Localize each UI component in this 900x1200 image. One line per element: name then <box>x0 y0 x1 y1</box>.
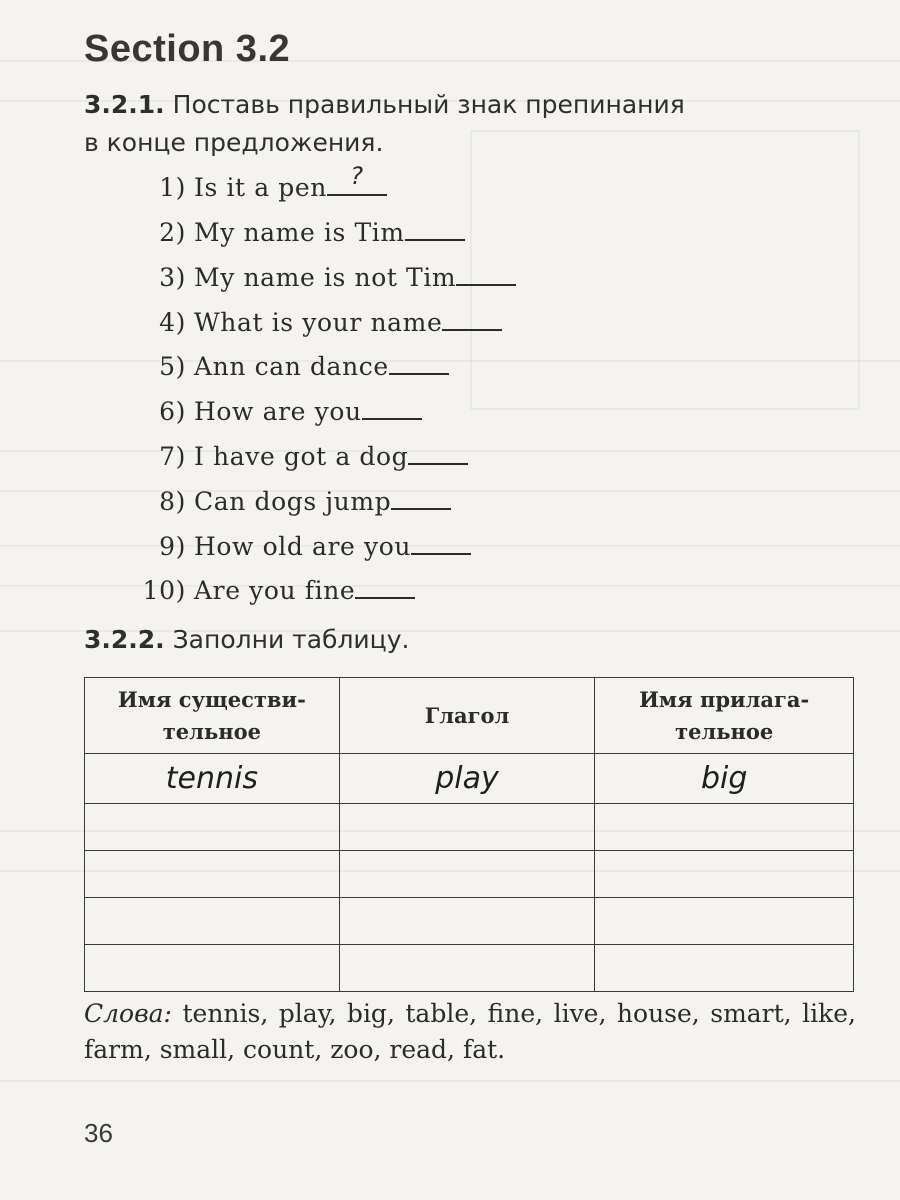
answer-blank[interactable] <box>456 258 516 286</box>
table-cell[interactable] <box>85 804 340 851</box>
cell-noun-filled[interactable]: tennis <box>85 754 340 804</box>
cell-adj-filled[interactable]: big <box>595 754 854 804</box>
item-text: Is it a pen <box>194 173 327 202</box>
item-number: 6) <box>159 397 186 426</box>
section-title: Section 3.2 <box>84 28 291 70</box>
word-bank <box>84 996 856 1068</box>
table-cell[interactable] <box>595 804 854 851</box>
table-cell[interactable] <box>339 851 595 898</box>
exercise-item <box>120 527 720 567</box>
exercise-item <box>120 162 720 208</box>
answer-blank[interactable] <box>355 571 415 599</box>
header-verb <box>339 678 595 754</box>
task1-instruction-line1 <box>84 90 685 119</box>
answer-blank[interactable] <box>411 527 471 555</box>
task1-instruction-line2: в конце предложения. <box>84 128 384 157</box>
table-cell[interactable] <box>85 851 340 898</box>
answer-blank[interactable] <box>362 392 422 420</box>
item-text: What is your name <box>194 308 443 337</box>
table-cell[interactable] <box>595 851 854 898</box>
parts-of-speech-table <box>84 677 854 992</box>
table-cell[interactable] <box>339 804 595 851</box>
answer-blank[interactable] <box>408 437 468 465</box>
task1-instruction-text: Поставь правильный знак препинания <box>172 90 685 119</box>
item-number: 10) <box>142 576 186 605</box>
table-row <box>85 898 854 945</box>
item-number: 4) <box>159 308 186 337</box>
table-cell[interactable] <box>595 898 854 945</box>
task1-number: 3.2.1. <box>84 90 165 119</box>
exercise-item <box>120 392 720 432</box>
exercise-item <box>120 258 720 298</box>
item-number: 5) <box>159 352 186 381</box>
item-number: 3) <box>159 263 186 292</box>
answer-blank[interactable] <box>327 162 387 196</box>
item-number: 1) <box>159 173 186 202</box>
table-row <box>85 851 854 898</box>
item-text: How are you <box>194 397 362 426</box>
table-row <box>85 804 854 851</box>
table-header-row <box>85 678 854 754</box>
answer-handwritten: ? <box>350 162 364 190</box>
table-cell[interactable] <box>595 945 854 992</box>
answer-blank[interactable] <box>405 213 465 241</box>
table-cell[interactable] <box>85 898 340 945</box>
item-number: 2) <box>159 218 186 247</box>
item-text: Are you fine <box>194 576 356 605</box>
header-adj-line2: тельное <box>675 718 774 744</box>
answer-blank[interactable] <box>389 347 449 375</box>
table-cell[interactable] <box>339 898 595 945</box>
exercise-item <box>120 303 720 343</box>
exercise-item <box>120 347 720 387</box>
exercise-item <box>120 437 720 477</box>
item-text: How old are you <box>194 532 412 561</box>
exercise-item <box>120 213 720 253</box>
answer-blank[interactable] <box>391 482 451 510</box>
table-cell[interactable] <box>339 945 595 992</box>
item-number: 7) <box>159 442 186 471</box>
task2-instruction-line <box>84 625 409 654</box>
word-bank-label: Слова: <box>84 999 172 1028</box>
table-row <box>85 945 854 992</box>
item-text: Can dogs jump <box>194 487 392 516</box>
word-bank-list: tennis, play, big, table, fine, live, house, smart, like, farm, small, count, zoo, read, fat. <box>84 999 856 1064</box>
header-noun-line1: Имя существи- <box>117 686 306 712</box>
cell-verb-filled[interactable]: play <box>339 754 595 804</box>
header-verb-text: Глагол <box>424 702 510 728</box>
header-adjective <box>595 678 854 754</box>
item-text: Ann can dance <box>194 352 389 381</box>
answer-blank[interactable] <box>442 303 502 331</box>
header-noun-line2: тельное <box>162 718 261 744</box>
task2-number: 3.2.2. <box>84 625 165 654</box>
table-cell[interactable] <box>85 945 340 992</box>
exercise-item <box>120 571 720 611</box>
page-number: 36 <box>84 1118 113 1148</box>
header-adj-line1: Имя прилага- <box>639 686 810 712</box>
exercise-item <box>120 482 720 522</box>
header-noun <box>85 678 340 754</box>
item-text: I have got a dog <box>194 442 409 471</box>
item-number: 9) <box>159 532 186 561</box>
item-text: My name is not Tim <box>194 263 457 292</box>
task2-instruction-text: Заполни таблицу. <box>172 625 410 654</box>
item-number: 8) <box>159 487 186 516</box>
item-text: My name is Tim <box>194 218 405 247</box>
table-row <box>85 754 854 804</box>
